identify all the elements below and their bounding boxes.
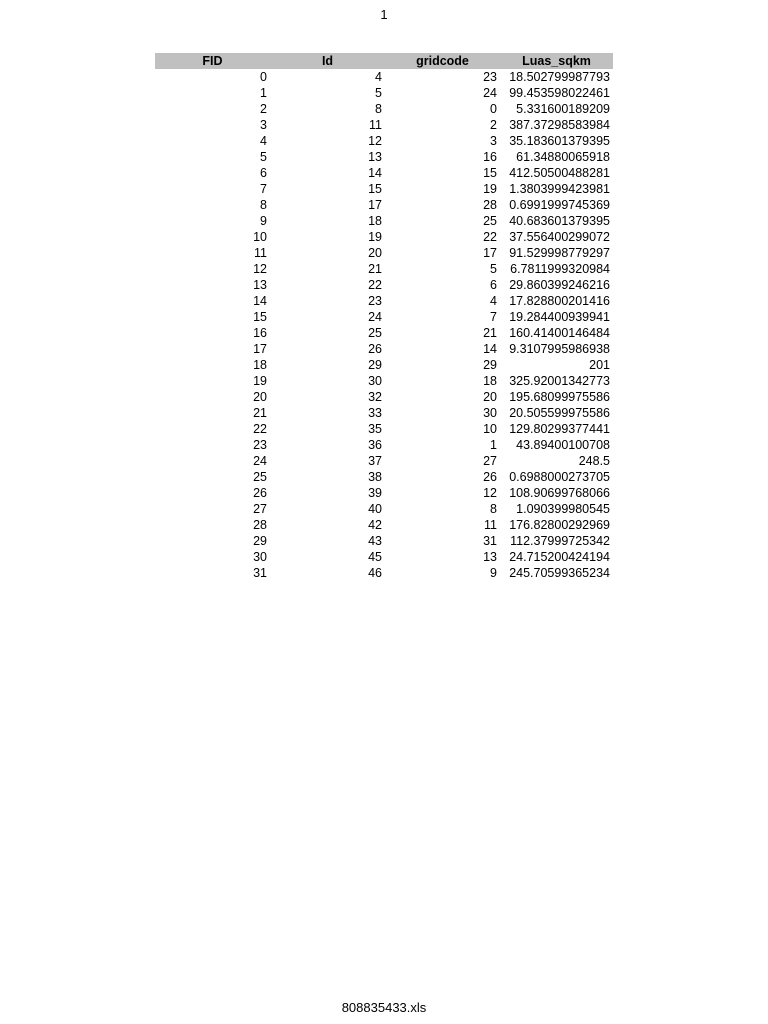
- cell-gridcode: 21: [483, 326, 497, 340]
- cell-fid: 1: [260, 86, 267, 100]
- table-row: [155, 501, 613, 517]
- cell-luas-sqkm: 248.5: [578, 454, 610, 468]
- cell-fid: 2: [260, 102, 267, 116]
- cell-gridcode: 20: [483, 390, 497, 404]
- cell-id: 36: [368, 438, 382, 452]
- cell-id: 11: [369, 118, 382, 132]
- cell-id: 17: [368, 198, 382, 212]
- cell-gridcode: 9: [490, 566, 497, 580]
- table-row: [155, 533, 613, 549]
- cell-fid: 5: [260, 150, 267, 164]
- cell-fid: 0: [260, 70, 267, 84]
- cell-id: 15: [368, 182, 382, 196]
- cell-fid: 28: [253, 518, 267, 532]
- cell-fid: 3: [260, 118, 267, 132]
- cell-gridcode: 17: [483, 246, 497, 260]
- cell-fid: 23: [253, 438, 267, 452]
- cell-gridcode: 27: [483, 454, 497, 468]
- cell-luas-sqkm: 0.6988000273705: [509, 470, 610, 484]
- cell-gridcode: 25: [483, 214, 497, 228]
- cell-id: 30: [368, 374, 382, 388]
- cell-fid: 30: [253, 550, 267, 564]
- cell-id: 24: [368, 310, 382, 324]
- table-row: [155, 165, 613, 181]
- cell-gridcode: 23: [483, 70, 497, 84]
- cell-luas-sqkm: 412.50500488281: [509, 166, 610, 180]
- table-row: [155, 133, 613, 149]
- cell-fid: 29: [253, 534, 267, 548]
- cell-id: 37: [368, 454, 382, 468]
- cell-luas-sqkm: 35.183601379395: [509, 134, 610, 148]
- cell-luas-sqkm: 43.89400100708: [516, 438, 610, 452]
- cell-fid: 7: [260, 182, 267, 196]
- cell-luas-sqkm: 19.284400939941: [509, 310, 610, 324]
- table-row: [155, 341, 613, 357]
- cell-fid: 14: [253, 294, 267, 308]
- cell-luas-sqkm: 99.453598022461: [509, 86, 610, 100]
- cell-id: 40: [368, 502, 382, 516]
- cell-luas-sqkm: 1.090399980545: [516, 502, 610, 516]
- cell-id: 13: [368, 150, 382, 164]
- cell-luas-sqkm: 160.41400146484: [509, 326, 610, 340]
- cell-luas-sqkm: 1.3803999423981: [509, 182, 610, 196]
- cell-luas-sqkm: 29.860399246216: [509, 278, 610, 292]
- cell-fid: 12: [253, 262, 267, 276]
- cell-gridcode: 28: [483, 198, 497, 212]
- cell-gridcode: 16: [483, 150, 497, 164]
- cell-gridcode: 6: [490, 278, 497, 292]
- cell-luas-sqkm: 24.715200424194: [509, 550, 610, 564]
- cell-id: 29: [368, 358, 382, 372]
- header-fid: FID: [155, 53, 270, 69]
- cell-gridcode: 15: [483, 166, 497, 180]
- table-row: [155, 261, 613, 277]
- cell-fid: 18: [253, 358, 267, 372]
- cell-id: 20: [368, 246, 382, 260]
- cell-luas-sqkm: 0.6991999745369: [509, 198, 610, 212]
- table-row: [155, 245, 613, 261]
- cell-id: 22: [368, 278, 382, 292]
- table-row: [155, 69, 613, 85]
- cell-fid: 8: [260, 198, 267, 212]
- cell-gridcode: 29: [483, 358, 497, 372]
- cell-fid: 26: [253, 486, 267, 500]
- cell-gridcode: 22: [483, 230, 497, 244]
- cell-id: 14: [368, 166, 382, 180]
- table-row: [155, 405, 613, 421]
- table-row: [155, 469, 613, 485]
- cell-luas-sqkm: 18.502799987793: [509, 70, 610, 84]
- table-header: [155, 53, 613, 69]
- cell-gridcode: 12: [483, 486, 497, 500]
- cell-fid: 27: [253, 502, 267, 516]
- table-row: [155, 357, 613, 373]
- header-luas-sqkm: Luas_sqkm: [500, 53, 613, 69]
- cell-fid: 19: [253, 374, 267, 388]
- cell-id: 23: [368, 294, 382, 308]
- cell-fid: 15: [253, 310, 267, 324]
- cell-gridcode: 5: [490, 262, 497, 276]
- cell-id: 25: [368, 326, 382, 340]
- cell-fid: 10: [253, 230, 267, 244]
- table-row: [155, 277, 613, 293]
- cell-gridcode: 19: [483, 182, 497, 196]
- cell-id: 19: [368, 230, 382, 244]
- table-row: [155, 453, 613, 469]
- table-row: [155, 293, 613, 309]
- cell-gridcode: 13: [483, 550, 497, 564]
- cell-fid: 24: [253, 454, 267, 468]
- cell-luas-sqkm: 5.331600189209: [516, 102, 610, 116]
- header-gridcode: gridcode: [385, 53, 500, 69]
- table-row: [155, 149, 613, 165]
- cell-id: 8: [375, 102, 382, 116]
- cell-id: 33: [368, 406, 382, 420]
- table-row: [155, 197, 613, 213]
- header-id: Id: [270, 53, 385, 69]
- cell-gridcode: 3: [490, 134, 497, 148]
- cell-luas-sqkm: 37.556400299072: [509, 230, 610, 244]
- cell-fid: 21: [253, 406, 267, 420]
- cell-id: 43: [368, 534, 382, 548]
- table-row: [155, 421, 613, 437]
- cell-luas-sqkm: 40.683601379395: [509, 214, 610, 228]
- table-body: [155, 69, 613, 581]
- table-row: [155, 101, 613, 117]
- cell-fid: 6: [260, 166, 267, 180]
- cell-id: 39: [368, 486, 382, 500]
- cell-fid: 16: [253, 326, 267, 340]
- cell-gridcode: 1: [490, 438, 497, 452]
- cell-id: 32: [368, 390, 382, 404]
- table-row: [155, 117, 613, 133]
- cell-id: 12: [368, 134, 382, 148]
- cell-fid: 13: [253, 278, 267, 292]
- cell-luas-sqkm: 9.3107995986938: [509, 342, 610, 356]
- table-row: [155, 85, 613, 101]
- cell-luas-sqkm: 387.37298583984: [509, 118, 610, 132]
- cell-gridcode: 11: [484, 518, 497, 532]
- cell-luas-sqkm: 91.529998779297: [509, 246, 610, 260]
- table-row: [155, 549, 613, 565]
- cell-gridcode: 18: [483, 374, 497, 388]
- cell-gridcode: 0: [490, 102, 497, 116]
- table-row: [155, 565, 613, 581]
- page-number: 1: [380, 7, 388, 22]
- cell-id: 4: [375, 70, 382, 84]
- cell-gridcode: 30: [483, 406, 497, 420]
- cell-fid: 22: [253, 422, 267, 436]
- data-table: [155, 53, 613, 581]
- cell-fid: 25: [253, 470, 267, 484]
- cell-id: 42: [368, 518, 382, 532]
- table-row: [155, 373, 613, 389]
- cell-luas-sqkm: 17.828800201416: [509, 294, 610, 308]
- table-row: [155, 181, 613, 197]
- cell-fid: 20: [253, 390, 267, 404]
- cell-id: 21: [368, 262, 382, 276]
- cell-gridcode: 31: [483, 534, 497, 548]
- table-row: [155, 325, 613, 341]
- cell-fid: 11: [254, 246, 267, 260]
- cell-id: 26: [368, 342, 382, 356]
- cell-luas-sqkm: 195.68099975586: [509, 390, 610, 404]
- table-row: [155, 485, 613, 501]
- cell-fid: 31: [253, 566, 267, 580]
- cell-luas-sqkm: 245.70599365234: [509, 566, 610, 580]
- cell-luas-sqkm: 176.82800292969: [509, 518, 610, 532]
- table-row: [155, 389, 613, 405]
- table-row: [155, 309, 613, 325]
- cell-id: 45: [368, 550, 382, 564]
- cell-id: 18: [368, 214, 382, 228]
- cell-gridcode: 24: [483, 86, 497, 100]
- cell-luas-sqkm: 201: [589, 358, 610, 372]
- cell-luas-sqkm: 6.7811999320984: [510, 262, 610, 276]
- cell-id: 46: [368, 566, 382, 580]
- cell-gridcode: 4: [490, 294, 497, 308]
- header-row: [155, 53, 613, 69]
- cell-id: 5: [375, 86, 382, 100]
- table-row: [155, 517, 613, 533]
- cell-id: 35: [368, 422, 382, 436]
- footer-filename: 808835433.xls: [341, 1000, 427, 1015]
- cell-fid: 9: [260, 214, 267, 228]
- cell-fid: 17: [253, 342, 267, 356]
- cell-gridcode: 7: [490, 310, 497, 324]
- cell-gridcode: 10: [483, 422, 497, 436]
- cell-luas-sqkm: 129.80299377441: [509, 422, 610, 436]
- cell-luas-sqkm: 61.34880065918: [516, 150, 610, 164]
- cell-gridcode: 14: [483, 342, 497, 356]
- table-row: [155, 213, 613, 229]
- cell-id: 38: [368, 470, 382, 484]
- cell-fid: 4: [260, 134, 267, 148]
- cell-gridcode: 26: [483, 470, 497, 484]
- cell-luas-sqkm: 20.505599975586: [509, 406, 610, 420]
- table-row: [155, 437, 613, 453]
- table-row: [155, 229, 613, 245]
- cell-gridcode: 2: [490, 118, 497, 132]
- cell-gridcode: 8: [490, 502, 497, 516]
- cell-luas-sqkm: 108.90699768066: [509, 486, 610, 500]
- cell-luas-sqkm: 112.37999725342: [510, 534, 610, 548]
- cell-luas-sqkm: 325.92001342773: [509, 374, 610, 388]
